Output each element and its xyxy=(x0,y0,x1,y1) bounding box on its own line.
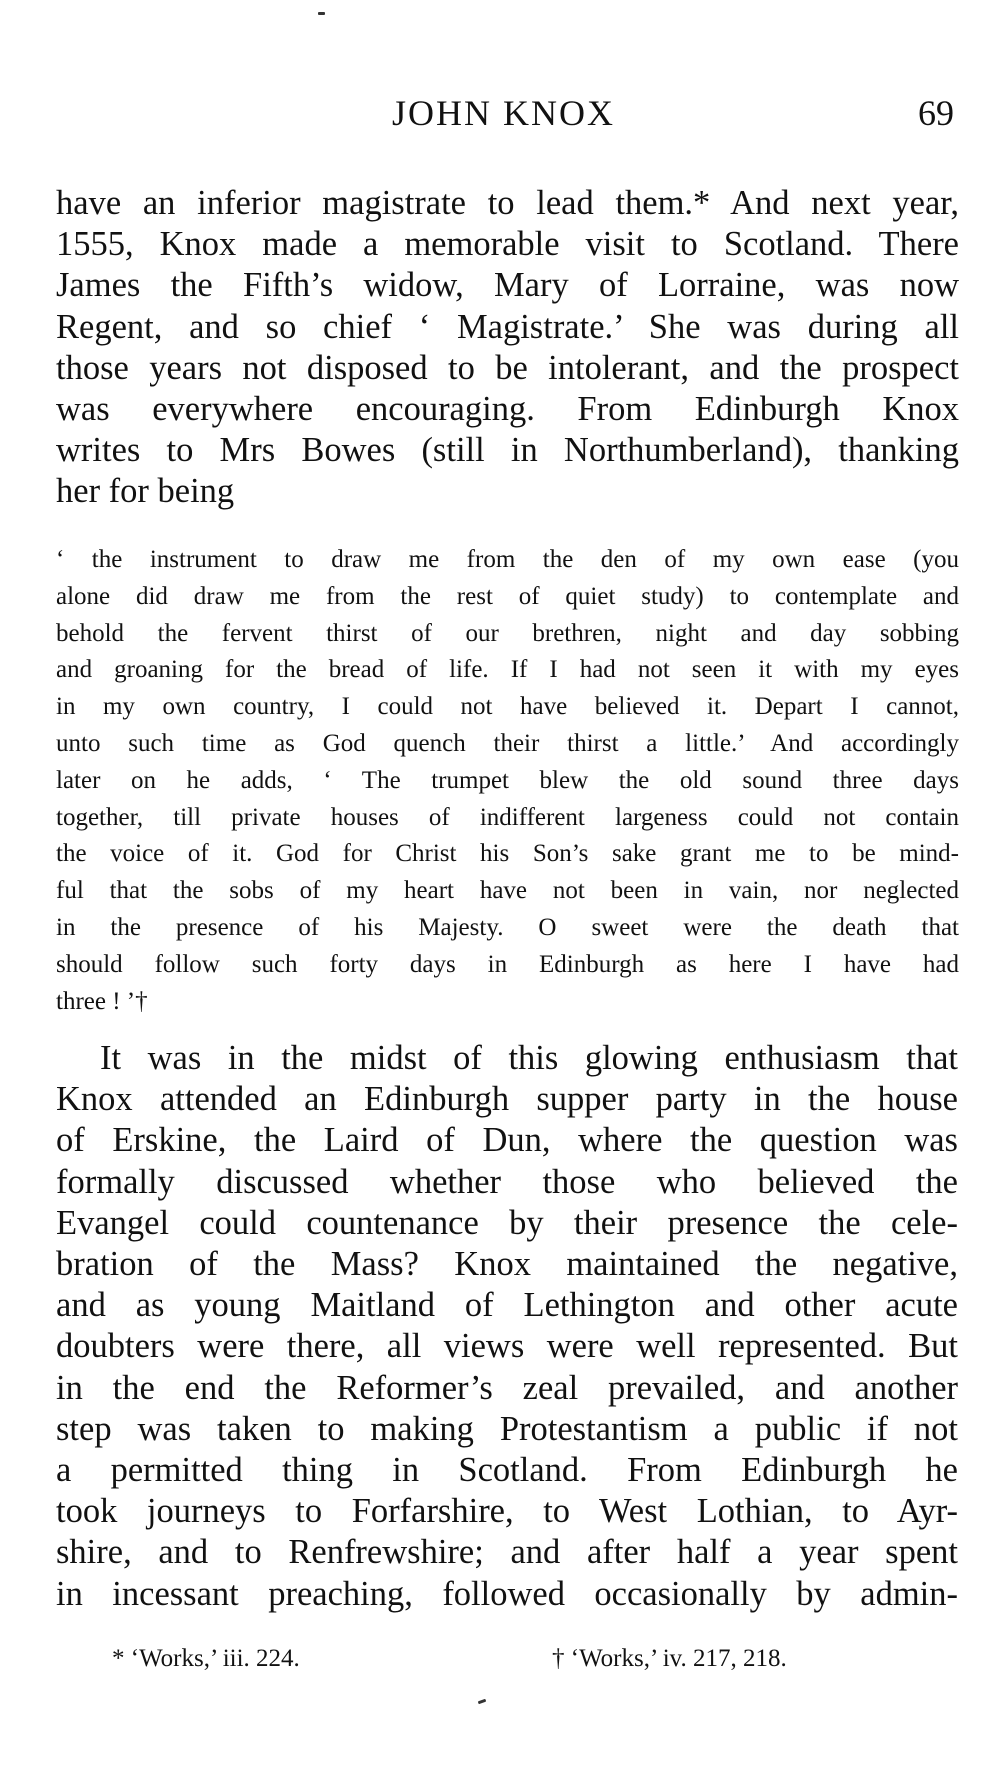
text-line: shire, and to Renfrewshire; and after half a year spent xyxy=(56,1533,958,1572)
footnote-dagger: † ‘Works,’ iv. 217, 218. xyxy=(552,1645,787,1672)
text-line: formally discussed whether those who believed the xyxy=(56,1162,958,1201)
text-line: was everywhere encouraging. From Edinburgh Knox xyxy=(56,390,959,429)
text-line: It was in the midst of this glowing enthusiasm that xyxy=(100,1039,958,1077)
text-line: in the end the Reformer’s zeal prevailed, and another xyxy=(56,1368,958,1407)
quote-line: ‘ the instrument to draw me from the den of my own ease (you xyxy=(56,546,959,573)
text-line: of Erskine, the Laird of Dun, where the question was xyxy=(56,1121,958,1160)
footnote-asterisk: * ‘Works,’ iii. 224. xyxy=(112,1645,300,1672)
block-quotation xyxy=(56,542,959,1020)
running-header xyxy=(0,92,1000,142)
text-line: have an inferior magistrate to lead them.* And next year, xyxy=(56,184,959,222)
text-line: a permitted thing in Scotland. From Edinburgh he xyxy=(56,1451,958,1490)
quote-line: later on he adds, ‘ The trumpet blew the old sound three days xyxy=(56,766,959,794)
text-line: writes to Mrs Bowes (still in Northumberland), thanking xyxy=(56,431,959,470)
text-line: took journeys to Forfarshire, to West Lothian, to Ayr- xyxy=(56,1492,958,1531)
text-line: 1555, Knox made a memorable visit to Scotland. There xyxy=(56,225,959,264)
quote-line: should follow such forty days in Edinburgh as here I have had xyxy=(56,950,959,978)
quote-line: and groaning for the bread of life. If I had not seen it with my eyes xyxy=(56,656,959,684)
quote-line: three ! ’† xyxy=(56,987,148,1015)
paragraph-1 xyxy=(56,183,959,513)
footnotes xyxy=(0,1645,1000,1685)
quote-line: ful that the sobs of my heart have not been in vain, nor neglected xyxy=(56,877,959,905)
paragraph-2 xyxy=(56,1038,958,1615)
quote-line: unto such time as God quench their thirst a little.’ And accordingly xyxy=(56,729,959,757)
quote-line: together, till private houses of indifferent largeness could not contain xyxy=(56,803,959,831)
quote-line: in the presence of his Majesty. O sweet were the death that xyxy=(56,913,959,941)
text-line: step was taken to making Protestantism a public if not xyxy=(56,1409,958,1448)
quote-line: behold the fervent thirst of our brethren, night and day sobbing xyxy=(56,619,959,647)
ink-speck xyxy=(478,1699,487,1705)
quote-line: alone did draw me from the rest of quiet study) to contemplate and xyxy=(56,582,959,610)
text-line: James the Fifth’s widow, Mary of Lorraine, was now xyxy=(56,266,959,305)
text-line: her for being xyxy=(56,472,235,511)
ink-speck xyxy=(318,12,325,15)
text-line: Evangel could countenance by their presence the cele- xyxy=(56,1203,958,1242)
text-line: Regent, and so chief ‘ Magistrate.’ She was during all xyxy=(56,307,959,346)
text-line: in incessant preaching, followed occasionally by admin- xyxy=(56,1574,958,1613)
text-line: and as young Maitland of Lethington and other acute xyxy=(56,1286,958,1325)
quote-line: in my own country, I could not have believed it. Depart I cannot, xyxy=(56,693,959,721)
text-line: doubters were there, all views were well represented. But xyxy=(56,1327,958,1366)
running-title: JOHN KNOX xyxy=(392,93,615,133)
page-number: 69 xyxy=(918,93,954,133)
quote-line: the voice of it. God for Christ his Son’s sake grant me to be mind- xyxy=(56,840,959,868)
text-line: Knox attended an Edinburgh supper party in the house xyxy=(56,1080,958,1119)
text-line: those years not disposed to be intolerant, and the prospect xyxy=(56,348,959,387)
text-line: bration of the Mass? Knox maintained the negative, xyxy=(56,1245,958,1284)
